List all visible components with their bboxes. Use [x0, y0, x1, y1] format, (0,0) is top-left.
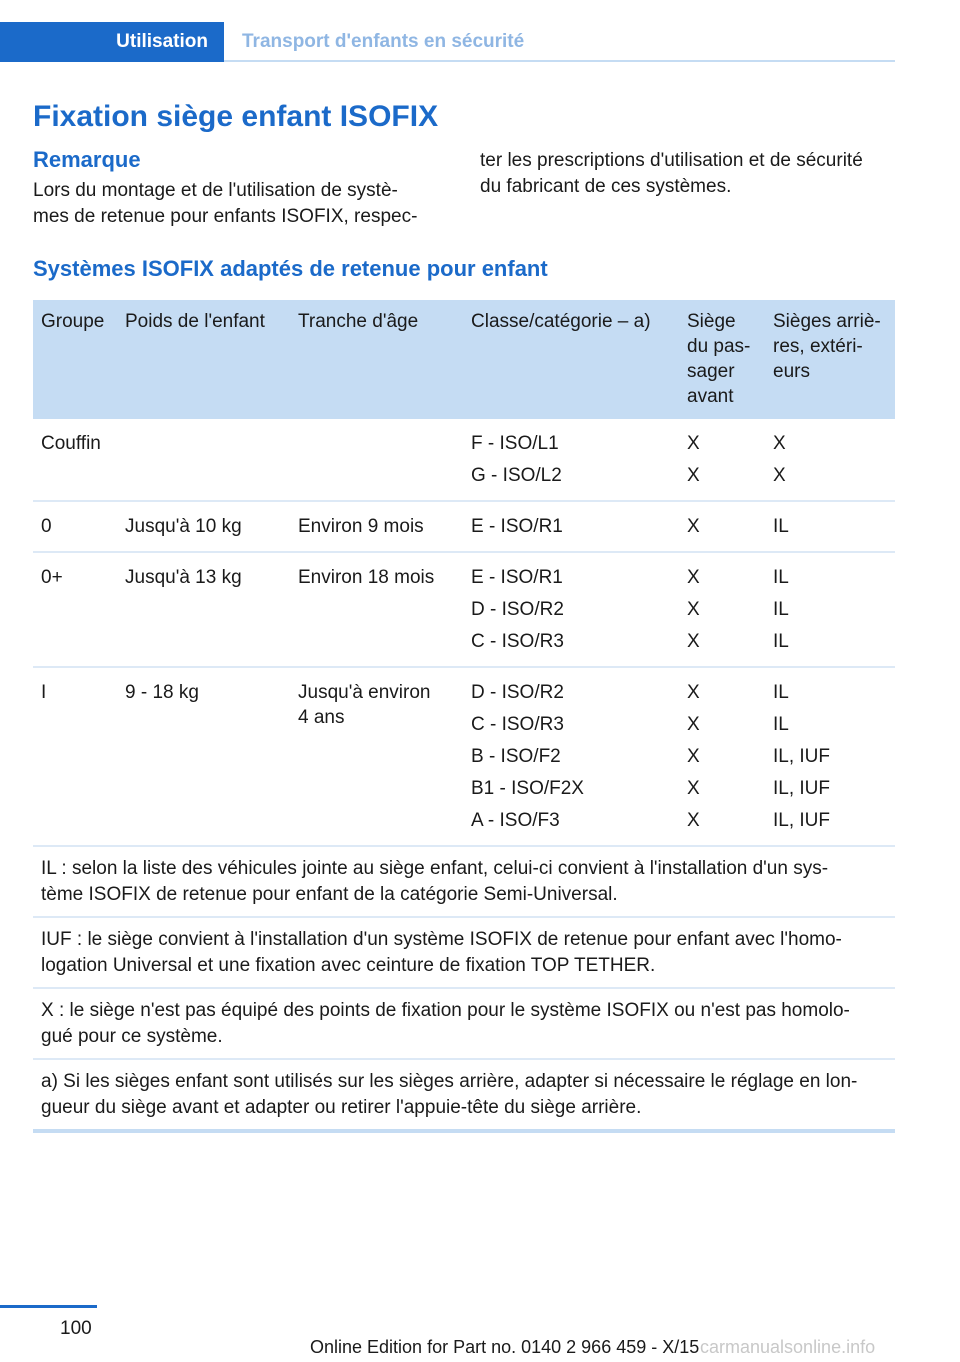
cell-sieges-arriere: IL IL IL: [765, 552, 895, 667]
cell-classe: E - ISO/R1 D - ISO/R2 C - ISO/R3: [463, 552, 679, 667]
cell-classe: E - ISO/R1: [463, 501, 679, 552]
table-note-row: [33, 917, 895, 988]
remark-line: ter les prescriptions d'utilisation et de sécurité: [480, 150, 863, 171]
remark-line: Lors du montage et de l'utilisation de systè-: [33, 180, 398, 201]
cell-sieges-arriere: IL IL IL, IUF IL, IUF IL, IUF: [765, 667, 895, 846]
cell-groupe: I: [33, 667, 117, 846]
table-note-row: [33, 846, 895, 917]
remark-line: mes de retenue pour enfants ISOFIX, respec-: [33, 206, 418, 227]
cell-age: Jusqu'à environ 4 ans: [290, 667, 463, 846]
cell-age: Environ 9 mois: [290, 501, 463, 552]
note-iuf: IUF : le siège convient à l'installation d'un système ISOFIX de retenue pour enfant avec l'homo- logation Universal et une fixation avec ceinture de fixation TOP TETHER.: [33, 917, 895, 988]
header-divider: [224, 60, 895, 62]
cell-age: Environ 18 mois: [290, 552, 463, 667]
footer-divider: [0, 1305, 97, 1308]
page-number: 100: [60, 1318, 92, 1339]
remark-text-right: [480, 148, 895, 200]
cell-sieges-arriere: X X: [765, 419, 895, 501]
header-tranche-age: Tranche d'âge: [290, 300, 463, 419]
table-row: [33, 552, 895, 667]
cell-siege-avant: X X X X X: [679, 667, 765, 846]
cell-sieges-arriere: IL: [765, 501, 895, 552]
cell-poids: Jusqu'à 10 kg: [117, 501, 290, 552]
header-classe: Classe/catégorie – a): [463, 300, 679, 419]
cell-siege-avant: X X: [679, 419, 765, 501]
watermark: carmanualsonline.info: [700, 1337, 876, 1357]
section-title: Systèmes ISOFIX adaptés de retenue pour enfant: [33, 256, 548, 281]
page-header: [0, 22, 895, 62]
table-note-row: [33, 988, 895, 1059]
header-sieges-arriere: Sièges arriè- res, extéri- eurs: [765, 300, 895, 419]
remark-heading: Remarque: [33, 147, 141, 172]
cell-poids: 9 - 18 kg: [117, 667, 290, 846]
note-a: a) Si les sièges enfant sont utilisés sur les sièges arrière, adapter si nécessaire le réglage en lon- gueur du siège avant et adapter ou retirer l'appuie-tête du siège arrière.: [33, 1059, 895, 1131]
cell-poids: [117, 419, 290, 501]
table-header-row: [33, 300, 895, 419]
header-groupe: Groupe: [33, 300, 117, 419]
cell-classe: D - ISO/R2 C - ISO/R3 B - ISO/F2 B1 - ISO/F2X A - ISO/F3: [463, 667, 679, 846]
section-tab-utilisation: Utilisation: [0, 22, 224, 62]
note-il: IL : selon la liste des véhicules jointe au siège enfant, celui-ci convient à l'installation d'un sys- tème ISOFIX de retenue pour enfant de la catégorie Semi-Universal.: [33, 846, 895, 917]
remark-line: du fabricant de ces systèmes.: [480, 176, 732, 197]
table-row: [33, 501, 895, 552]
table-row: [33, 667, 895, 846]
cell-age: [290, 419, 463, 501]
cell-groupe: 0+: [33, 552, 117, 667]
cell-siege-avant: X X X: [679, 552, 765, 667]
section-tab-transport: Transport d'enfants en sécurité: [242, 31, 525, 52]
edition-text: Online Edition for Part no. 0140 2 966 459 - X/15: [310, 1337, 700, 1357]
header-poids: Poids de l'enfant: [117, 300, 290, 419]
cell-groupe: Couffin: [33, 419, 117, 501]
isofix-table: [33, 300, 895, 1133]
cell-poids: Jusqu'à 13 kg: [117, 552, 290, 667]
cell-groupe: 0: [33, 501, 117, 552]
note-x: X : le siège n'est pas équipé des points de fixation pour le système ISOFIX ou n'est pas homolo- gué pour ce système.: [33, 988, 895, 1059]
page-title: Fixation siège enfant ISOFIX: [33, 100, 439, 133]
remark-text-left: [33, 178, 453, 230]
table-note-row: [33, 1059, 895, 1131]
cell-siege-avant: X: [679, 501, 765, 552]
table-row: [33, 419, 895, 501]
header-siege-avant: Siège du pas- sager avant: [679, 300, 765, 419]
cell-classe: F - ISO/L1 G - ISO/L2: [463, 419, 679, 501]
